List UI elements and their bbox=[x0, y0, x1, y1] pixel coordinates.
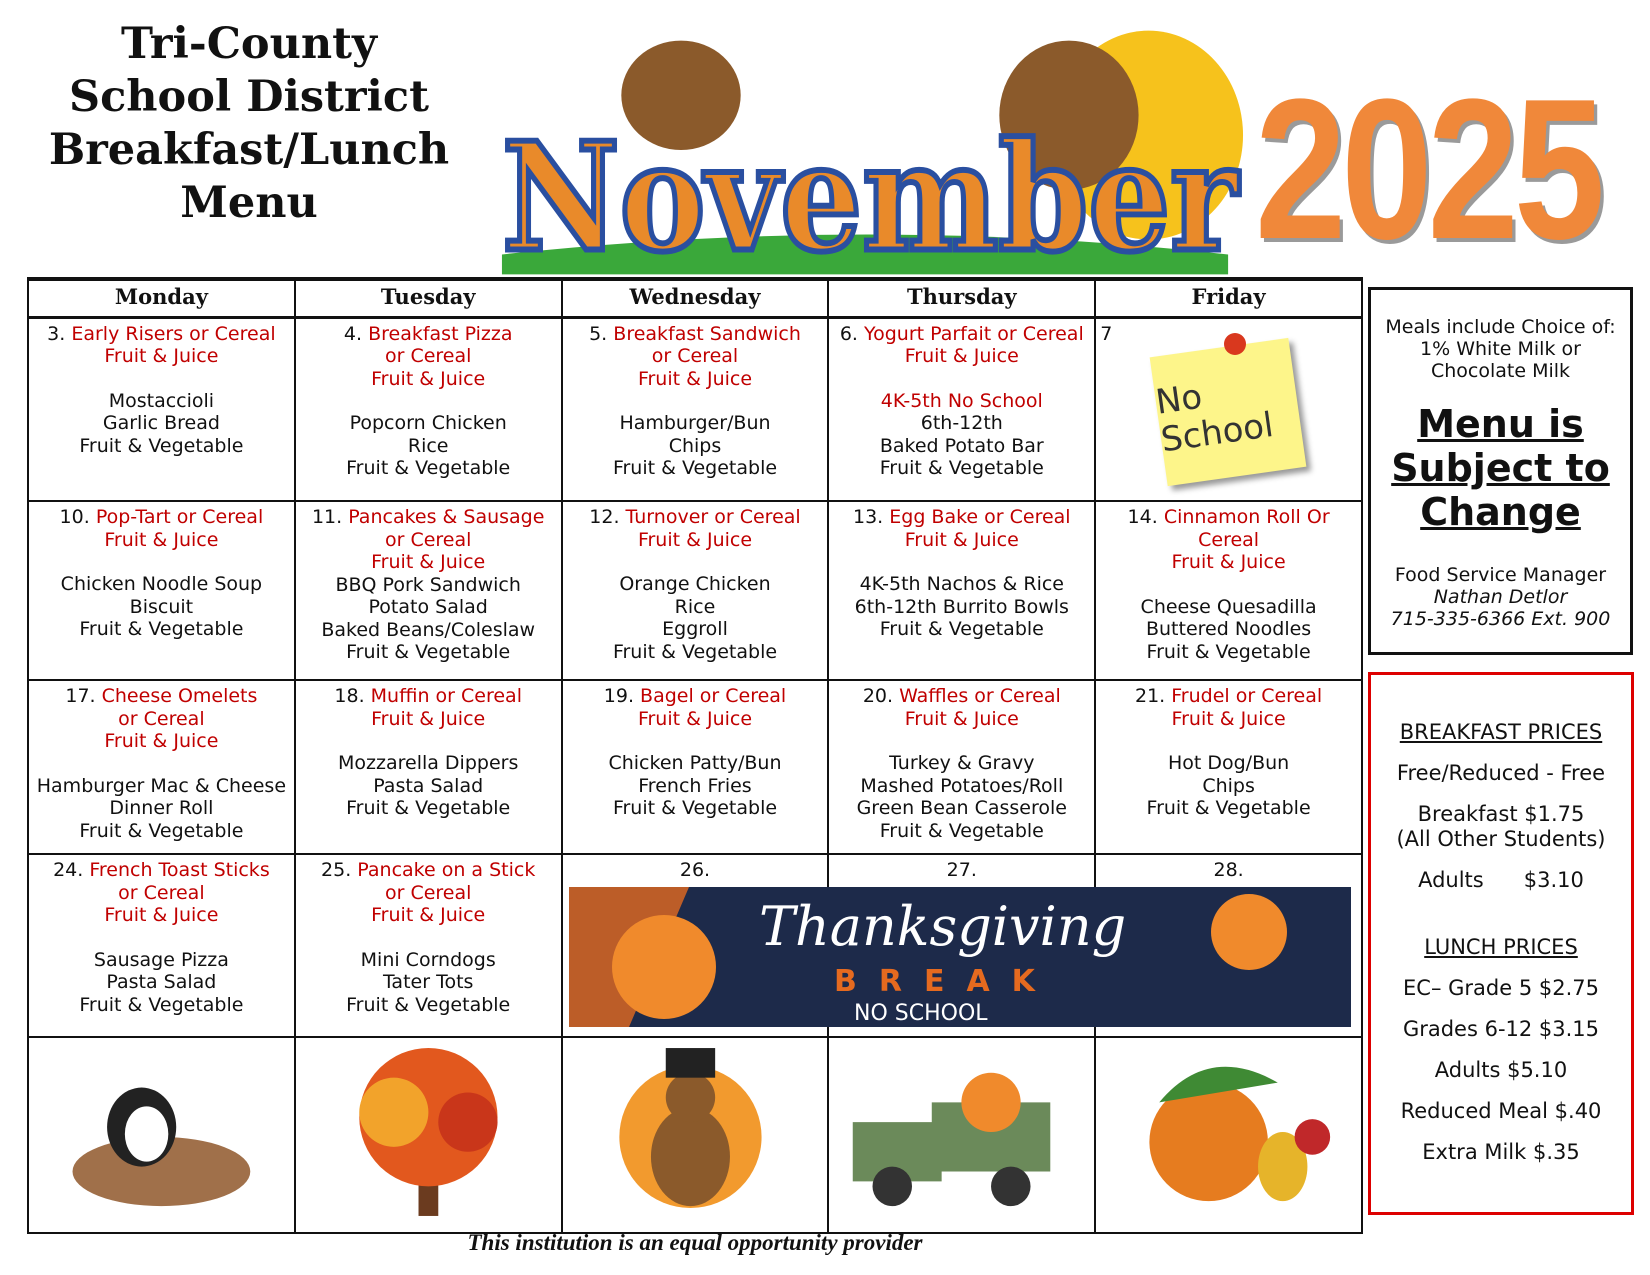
day-cell bbox=[828, 680, 1095, 854]
date-number: 10. bbox=[59, 506, 90, 528]
lunch-line: Fruit & Vegetable bbox=[346, 457, 511, 479]
breakfast-line: or Cereal bbox=[384, 528, 472, 551]
price-line: Adults $3.10 bbox=[1418, 868, 1584, 892]
decoration-cell bbox=[562, 1037, 829, 1233]
price-line: (All Other Students) bbox=[1396, 827, 1606, 851]
lunch-line: French Fries bbox=[638, 774, 752, 797]
day-cell bbox=[828, 501, 1095, 680]
lunch-line: Tater Tots bbox=[382, 971, 474, 993]
menu-notice bbox=[1371, 402, 1630, 534]
lunch-line: 6th-12th Burrito Bowls bbox=[854, 595, 1069, 618]
breakfast-line bbox=[833, 685, 1090, 708]
date-number: 24. bbox=[53, 859, 84, 881]
day-cell bbox=[828, 317, 1095, 501]
lunch-line: Buttered Noodles bbox=[1145, 618, 1312, 640]
autumn-tree-icon bbox=[300, 1042, 557, 1222]
price-line: Free/Reduced - Free bbox=[1396, 761, 1606, 785]
day-cell bbox=[28, 854, 295, 1037]
breakfast-line: Fruit & Juice bbox=[371, 904, 486, 926]
breakfast-line bbox=[833, 323, 1090, 346]
lunch-line: 6th-12th bbox=[920, 412, 1003, 434]
breakfast-line bbox=[1100, 506, 1357, 551]
day-cell bbox=[562, 501, 829, 680]
date-number: 12. bbox=[589, 506, 620, 528]
day-cell bbox=[295, 317, 562, 501]
price-line: Extra Milk $.35 bbox=[1422, 1140, 1580, 1164]
day-cell bbox=[28, 501, 295, 680]
decoration-cell bbox=[28, 1037, 295, 1233]
lunch-line: Biscuit bbox=[129, 595, 194, 618]
manager-name: Nathan Detlor bbox=[1433, 586, 1568, 608]
thanksgiving-script: Thanksgiving bbox=[758, 895, 1126, 958]
breakfast-line: Fruit & Juice bbox=[371, 367, 486, 390]
day-cell bbox=[295, 854, 562, 1037]
lunch-line: Fruit & Vegetable bbox=[79, 993, 244, 1016]
lunch-line: Eggroll bbox=[662, 618, 728, 640]
lunch-line: Popcorn Chicken bbox=[349, 412, 507, 434]
lunch-line: Pasta Salad bbox=[373, 774, 484, 797]
lunch-prices-heading: LUNCH PRICES bbox=[1424, 935, 1578, 959]
breakfast-line: Fruit & Juice bbox=[1171, 551, 1286, 573]
breakfast-line bbox=[33, 859, 290, 882]
lunch-line: Fruit & Vegetable bbox=[612, 640, 778, 663]
day-cell bbox=[295, 680, 562, 854]
breakfast-item: Early Risers or Cereal bbox=[71, 322, 276, 345]
breakfast-line bbox=[300, 323, 557, 346]
breakfast-item: Egg Bake or Cereal bbox=[889, 506, 1071, 528]
breakfast-item: Breakfast Sandwich bbox=[613, 322, 801, 345]
breakfast-line bbox=[567, 506, 824, 529]
day-cell bbox=[1095, 680, 1362, 854]
lunch-line: Fruit & Vegetable bbox=[79, 434, 244, 457]
breakfast-line bbox=[300, 859, 557, 882]
breakfast-line: or Cereal bbox=[118, 707, 205, 730]
day-cell bbox=[295, 501, 562, 680]
year: 2025 bbox=[1255, 58, 1601, 281]
month-title: November bbox=[501, 110, 1241, 286]
breakfast-item: Bagel or Cereal bbox=[640, 685, 787, 707]
lunch-line: Rice bbox=[674, 595, 716, 618]
title-line: Tri-County bbox=[121, 19, 377, 69]
breakfast-line: Fruit & Juice bbox=[1171, 707, 1286, 730]
breakfast-item: Yogurt Parfait or Cereal bbox=[864, 322, 1084, 345]
notice-line: Subject to bbox=[1391, 446, 1610, 490]
breakfast-line bbox=[300, 685, 557, 708]
lunch-line: 4K-5th Nachos & Rice bbox=[859, 573, 1064, 595]
date-number: 19. bbox=[603, 685, 634, 707]
lunch-line: Fruit & Vegetable bbox=[1146, 640, 1311, 663]
prices-box bbox=[1368, 672, 1634, 1215]
pumpkin-icon bbox=[612, 915, 716, 1019]
date-number: 7 bbox=[1100, 322, 1113, 345]
lunch-line: Hot Dog/Bun bbox=[1167, 752, 1290, 774]
lunch-line: Fruit & Vegetable bbox=[612, 797, 778, 819]
date-number: 25. bbox=[321, 859, 352, 881]
pumpkin-icon bbox=[1211, 894, 1287, 970]
breakfast-line bbox=[567, 685, 824, 708]
date-number: 11. bbox=[311, 506, 343, 528]
breakfast-item: French Toast Sticks bbox=[89, 859, 270, 881]
price-line: EC– Grade 5 $2.75 bbox=[1403, 976, 1599, 1000]
breakfast-item: Cinnamon Roll Or Cereal bbox=[1163, 506, 1330, 551]
breakfast-line: or Cereal bbox=[384, 881, 472, 904]
price-line: Grades 6-12 $3.15 bbox=[1402, 1017, 1600, 1041]
price-line: Reduced Meal $.40 bbox=[1400, 1099, 1602, 1123]
day-cell bbox=[28, 317, 295, 501]
november-banner bbox=[492, 25, 1248, 286]
date-number: 26. bbox=[679, 859, 711, 881]
day-header: Friday bbox=[1095, 279, 1362, 317]
date-number: 5. bbox=[589, 322, 608, 345]
lunch-line: Cheese Quesadilla bbox=[1140, 595, 1317, 618]
decoration-cell bbox=[295, 1037, 562, 1233]
lunch-line: Dinner Roll bbox=[109, 797, 214, 819]
milk-line: Chocolate Milk bbox=[1430, 360, 1571, 382]
decoration-cell bbox=[828, 1037, 1095, 1233]
pumpkin-truck-icon bbox=[833, 1042, 1090, 1222]
breakfast-item: Waffles or Cereal bbox=[899, 685, 1061, 707]
lunch-line: Hamburger/Bun bbox=[619, 412, 771, 434]
date-number: 4. bbox=[343, 322, 363, 345]
day-cell bbox=[1095, 317, 1362, 501]
breakfast-item: Cheese Omelets bbox=[101, 685, 258, 707]
day-header: Monday bbox=[28, 279, 295, 317]
breakfast-line bbox=[300, 506, 557, 529]
manager-phone: 715-335-6366 Ext. 900 bbox=[1390, 608, 1611, 630]
lunch-line: Sausage Pizza bbox=[93, 948, 229, 971]
breakfast-line: or Cereal bbox=[118, 881, 205, 904]
lunch-line: Chips bbox=[1202, 774, 1255, 797]
day-header: Thursday bbox=[828, 279, 1095, 317]
menu-calendar bbox=[27, 277, 1363, 1234]
day-cell bbox=[28, 680, 295, 854]
decoration-cell bbox=[1095, 1037, 1362, 1233]
price-line: Adults $5.10 bbox=[1434, 1058, 1568, 1082]
lunch-line: Fruit & Vegetable bbox=[1146, 797, 1311, 819]
breakfast-item: Pancakes & Sausage bbox=[348, 506, 545, 528]
date-number: 17. bbox=[65, 685, 96, 707]
breakfast-line: Fruit & Juice bbox=[104, 528, 219, 551]
title-line: School District bbox=[69, 72, 429, 122]
date-number: 3. bbox=[47, 322, 66, 345]
breakfast-item: Breakfast Pizza bbox=[368, 322, 513, 345]
lunch-line: Fruit & Vegetable bbox=[879, 618, 1044, 640]
date-number: 14. bbox=[1127, 506, 1158, 528]
breakfast-line: Fruit & Juice bbox=[904, 345, 1019, 367]
lunch-line: Mini Corndogs bbox=[360, 948, 496, 971]
lunch-line: Mashed Potatoes/Roll bbox=[860, 774, 1064, 797]
no-school-note: 4K-5th No School bbox=[880, 389, 1043, 412]
lunch-line: Fruit & Vegetable bbox=[79, 618, 244, 640]
lunch-line: Chips bbox=[668, 434, 722, 457]
day-header: Tuesday bbox=[295, 279, 562, 317]
breakfast-line bbox=[33, 506, 290, 529]
turkey-icon bbox=[567, 1042, 824, 1222]
manager-title: Food Service Manager bbox=[1394, 564, 1607, 586]
lunch-line: BBQ Pork Sandwich bbox=[335, 573, 521, 596]
lunch-line: Fruit & Vegetable bbox=[79, 819, 244, 842]
breakfast-item: Pancake on a Stick bbox=[357, 859, 536, 881]
date-number: 13. bbox=[852, 506, 884, 528]
lunch-line: Rice bbox=[407, 434, 449, 457]
notice-line: Menu is bbox=[1417, 402, 1584, 446]
breakfast-line: Fruit & Juice bbox=[371, 551, 486, 573]
pushpin-icon bbox=[1224, 333, 1246, 355]
breakfast-line: Fruit & Juice bbox=[637, 707, 753, 730]
breakfast-prices-heading: BREAKFAST PRICES bbox=[1399, 720, 1603, 744]
lunch-line: Fruit & Vegetable bbox=[879, 457, 1044, 479]
lunch-line: Chicken Patty/Bun bbox=[608, 752, 782, 774]
lunch-line: Fruit & Vegetable bbox=[346, 993, 511, 1016]
day-header: Wednesday bbox=[562, 279, 829, 317]
breakfast-line bbox=[33, 323, 290, 346]
lunch-line: Baked Potato Bar bbox=[879, 434, 1044, 457]
no-school-text: NO SCHOOL bbox=[853, 1001, 988, 1026]
no-school-sticky-note: No School bbox=[1150, 337, 1307, 485]
breakfast-line: Fruit & Juice bbox=[104, 904, 219, 926]
day-cell bbox=[562, 317, 829, 501]
penguin-in-leaves-icon bbox=[33, 1042, 290, 1222]
thanksgiving-break-banner bbox=[569, 887, 1351, 1027]
harvest-pumpkin-icon bbox=[1100, 1042, 1357, 1222]
break-text: BREAK bbox=[833, 964, 1057, 999]
lunch-line: Fruit & Vegetable bbox=[879, 819, 1044, 842]
day-cell bbox=[1095, 501, 1362, 680]
lunch-line: Hamburger Mac & Cheese bbox=[36, 774, 287, 797]
lunch-line: Fruit & Vegetable bbox=[346, 641, 511, 663]
day-cell bbox=[562, 680, 829, 854]
lunch-line: Turkey & Gravy bbox=[889, 752, 1035, 774]
lunch-line: Mozzarella Dippers bbox=[338, 752, 519, 774]
breakfast-item: Pop-Tart or Cereal bbox=[95, 506, 264, 528]
lunch-line: Potato Salad bbox=[368, 596, 488, 618]
milk-line: Meals include Choice of: bbox=[1385, 316, 1616, 338]
lunch-line: Mostaccioli bbox=[108, 389, 215, 412]
milk-line: 1% White Milk or bbox=[1420, 338, 1581, 360]
breakfast-line bbox=[1100, 685, 1357, 708]
district-title bbox=[10, 18, 488, 230]
lunch-line: Orange Chicken bbox=[619, 573, 771, 595]
lunch-line: Green Bean Casserole bbox=[856, 797, 1067, 819]
lunch-line: Fruit & Vegetable bbox=[612, 457, 778, 479]
breakfast-line: or Cereal bbox=[651, 345, 739, 367]
date-number: 6. bbox=[839, 322, 858, 345]
lunch-line: Fruit & Vegetable bbox=[346, 797, 511, 819]
breakfast-line: Fruit & Juice bbox=[904, 528, 1019, 551]
lunch-line: Chicken Noodle Soup bbox=[60, 573, 263, 595]
price-line: Breakfast $1.75 bbox=[1417, 802, 1585, 826]
breakfast-line: Fruit & Juice bbox=[637, 528, 753, 551]
date-number: 21. bbox=[1135, 685, 1166, 707]
lunch-line: Pasta Salad bbox=[106, 971, 217, 993]
date-number: 18. bbox=[334, 685, 365, 707]
lunch-line: Baked Beans/Coleslaw bbox=[321, 618, 536, 641]
breakfast-line: or Cereal bbox=[384, 345, 472, 367]
notice-line: Change bbox=[1420, 490, 1581, 534]
breakfast-line bbox=[33, 685, 290, 708]
footer-statement: This institution is an equal opportunity provider bbox=[467, 1230, 923, 1255]
breakfast-item: Muffin or Cereal bbox=[370, 685, 522, 707]
lunch-line: Garlic Bread bbox=[102, 412, 220, 434]
title-line: Breakfast/Lunch bbox=[48, 125, 450, 175]
breakfast-line: Fruit & Juice bbox=[104, 345, 219, 367]
title-line: Menu bbox=[180, 178, 318, 228]
breakfast-item: Frudel or Cereal bbox=[1171, 685, 1323, 707]
date-number: 27. bbox=[946, 859, 977, 881]
breakfast-line: Fruit & Juice bbox=[904, 707, 1019, 730]
breakfast-line: Fruit & Juice bbox=[104, 730, 219, 752]
breakfast-item: Turnover or Cereal bbox=[625, 506, 801, 528]
meal-info-box bbox=[1368, 287, 1633, 655]
breakfast-line: Fruit & Juice bbox=[637, 367, 753, 390]
breakfast-line bbox=[567, 323, 824, 346]
date-number: 28. bbox=[1213, 859, 1244, 881]
breakfast-line: Fruit & Juice bbox=[371, 707, 486, 730]
date-number: 20. bbox=[862, 685, 894, 707]
breakfast-line bbox=[833, 506, 1090, 529]
